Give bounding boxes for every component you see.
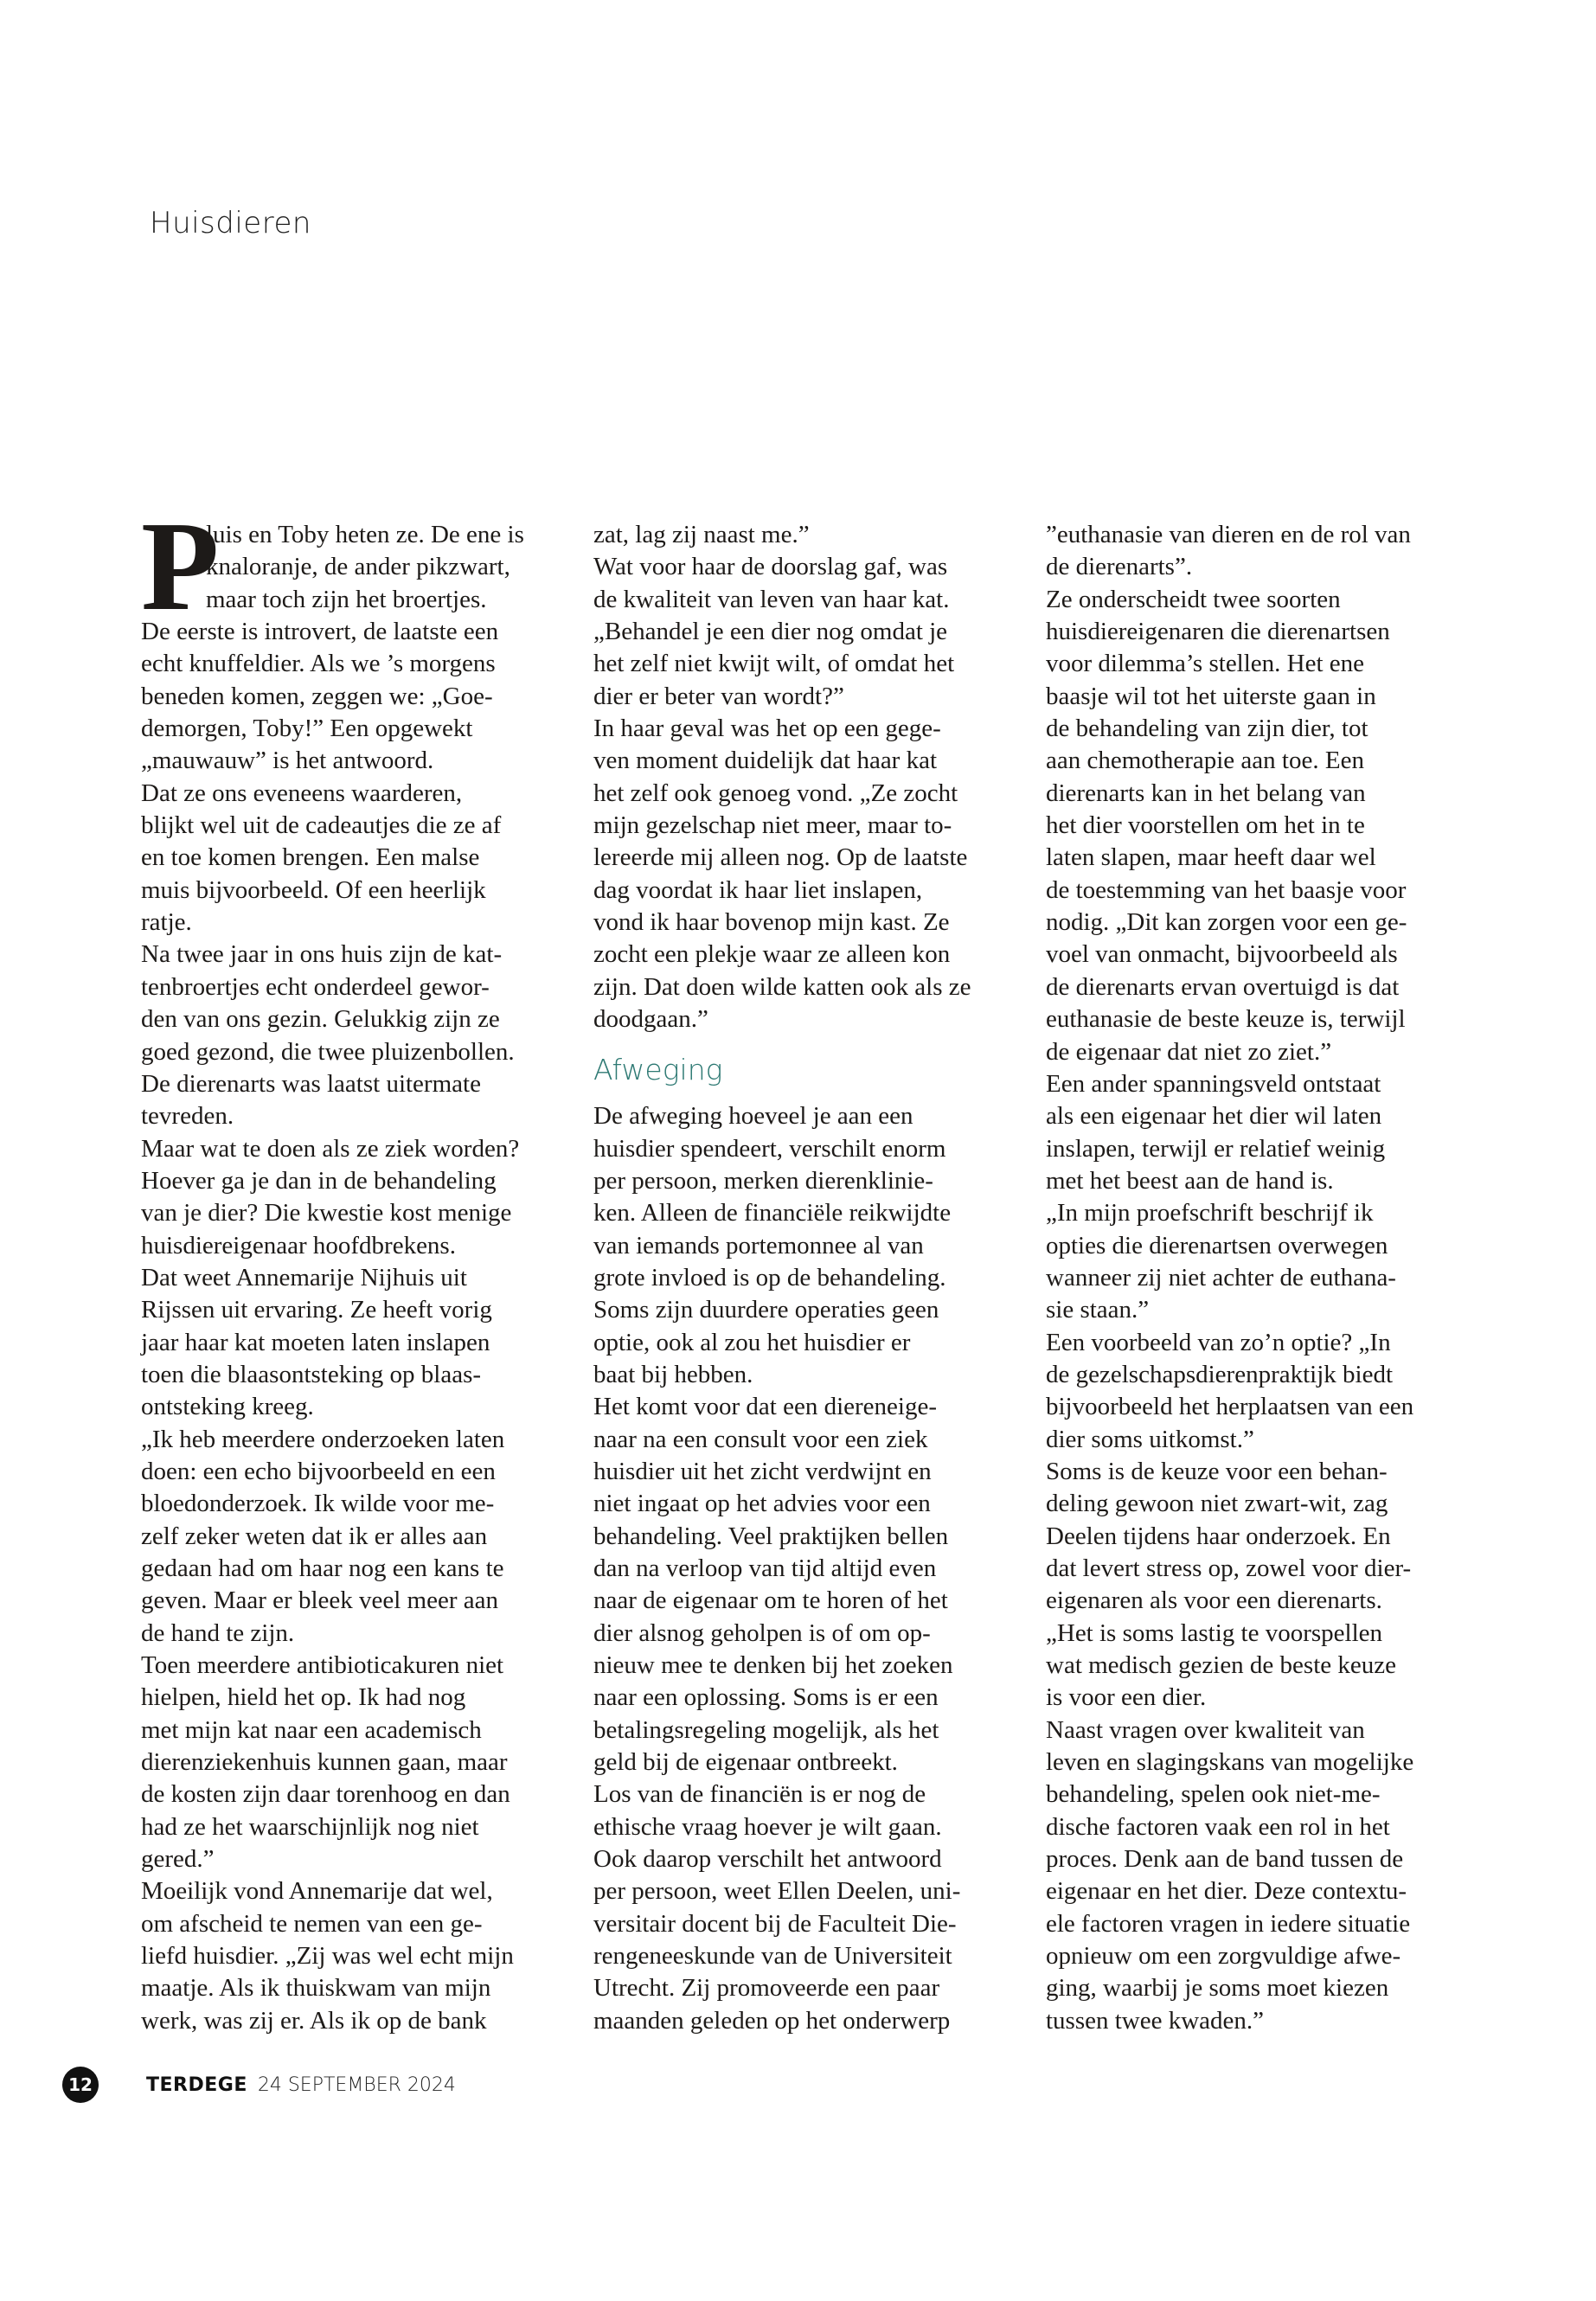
text-line: de kwaliteit van leven van haar kat. [593, 585, 950, 613]
text-line: wanneer zij niet achter de euthana- [1046, 1263, 1396, 1292]
text-line: het zelf niet kwijt wilt, of omdat het [593, 650, 955, 678]
text-line: Na twee jaar in ons huis zijn de kat- [141, 940, 503, 969]
text-line: muis bijvoorbeeld. Of een heerlijk [141, 875, 486, 904]
text-line: beneden komen, zeggen we: „Goe- [141, 682, 493, 710]
text-line: Dat weet Annemarije Nijhuis uit [141, 1263, 467, 1292]
text-line: goed gezond, die twee pluizenbollen. [141, 1037, 515, 1066]
text-line: behandeling, spelen ook niet-me- [1046, 1780, 1381, 1809]
text-line: den van ons gezin. Gelukkig zijn ze [141, 1005, 500, 1034]
article-column-1 [141, 519, 574, 2037]
text-line: de dierenarts ervan overtuigd is dat [1046, 972, 1400, 1001]
text-line: werk, was zij er. Als ik op de bank [141, 2006, 487, 2035]
text-line: eigenaar en het dier. Deze contextu- [1046, 1877, 1407, 1906]
text-line: dat levert stress op, zowel voor dier- [1046, 1554, 1412, 1582]
text-line: euthanasie de beste keuze is, terwijl [1046, 1005, 1406, 1034]
text-line: lereerde mij alleen nog. Op de laatste [593, 843, 968, 872]
text-line: Utrecht. Zij promoveerde een paar [593, 1974, 940, 2003]
text-line: mijn gezelschap niet meer, maar to- [593, 811, 952, 840]
text-line: baat bij hebben. [593, 1360, 753, 1388]
text-line: per persoon, weet Ellen Deelen, uni- [593, 1877, 961, 1906]
text-line: had ze het waarschijnlijk nog niet [141, 1812, 479, 1841]
text-line: „In mijn proefschrift beschrijf ik [1046, 1199, 1374, 1227]
text-line: liefd huisdier. „Zij was wel echt mijn [141, 1942, 514, 1971]
text-line: Naast vragen over kwaliteit van [1046, 1715, 1365, 1744]
text-line: en toe komen brengen. Een malse [141, 843, 480, 872]
text-line: tevreden. [141, 1102, 234, 1131]
text-line: met mijn kat naar een academisch [141, 1715, 482, 1744]
text-line: de hand te zijn. [141, 1618, 295, 1647]
text-line: laten slapen, maar heeft daar wel [1046, 843, 1376, 872]
text-line: de gezelschapsdierenpraktijk biedt [1046, 1360, 1394, 1388]
text-line: Rijssen uit ervaring. Ze heeft vorig [141, 1296, 492, 1324]
text-line: blijkt wel uit de cadeautjes die ze af [141, 811, 502, 840]
text-line: het dier voorstellen om het in te [1046, 811, 1365, 840]
text-line: de kosten zijn daar torenhoog en dan [141, 1780, 510, 1809]
text-line: eigenaren als voor een dierenarts. [1046, 1586, 1382, 1615]
column-2-part-1 [593, 519, 1026, 1036]
text-line: tussen twee kwaden.” [1046, 2006, 1265, 2035]
text-line: hielpen, hield het op. Ik had nog [141, 1683, 466, 1712]
text-line: In haar geval was het op een gege- [593, 715, 941, 743]
text-line: „mauwauw” is het antwoord. [141, 747, 434, 775]
subheading-afweging: Afweging [593, 1052, 723, 1086]
text-line: geven. Maar er bleek veel meer aan [141, 1586, 499, 1615]
text-line: betalingsregeling mogelijk, als het [593, 1715, 939, 1744]
text-line: rengeneeskunde van de Universiteit [593, 1942, 952, 1971]
text-line: ele factoren vragen in iedere situatie [1046, 1909, 1411, 1938]
text-line: naar een oplossing. Soms is er een [593, 1683, 939, 1712]
text-line: de dierenarts”. [1046, 553, 1193, 581]
text-line: tenbroertjes echt onderdeel gewor- [141, 972, 490, 1001]
text-line: baasje wil tot het uiterste gaan in [1046, 682, 1376, 710]
text-line: opties die dierenartsen overwegen [1046, 1231, 1388, 1259]
text-line: bijvoorbeeld het herplaatsen van een [1046, 1393, 1414, 1421]
text-line: de eigenaar dat niet zo ziet.” [1046, 1037, 1332, 1066]
text-line: dan na verloop van tijd altijd even [593, 1554, 937, 1582]
text-line: gedaan had om haar nog een kans te [141, 1554, 504, 1582]
text-line: Hoever ga je dan in de behandeling [141, 1166, 497, 1195]
text-line: versitair docent bij de Faculteit Die- [593, 1909, 957, 1938]
text-line: voel van onmacht, bijvoorbeeld als [1046, 940, 1398, 969]
text-line: dierenziekenhuis kunnen gaan, maar [141, 1748, 508, 1777]
text-line: huisdiereigenaren die dierenartsen [1046, 618, 1390, 646]
text-line: maar toch zijn het broertjes. [206, 585, 487, 613]
column-2-part-2 [593, 1100, 1026, 2037]
text-line: de behandeling van zijn dier, tot [1046, 715, 1368, 743]
text-line: dag voordat ik haar liet inslapen, [593, 875, 923, 904]
text-line: sie staan.” [1046, 1296, 1150, 1324]
text-line: Deelen tijdens haar onderzoek. En [1046, 1522, 1391, 1550]
text-line: zocht een plekje waar ze alleen kon [593, 940, 951, 969]
text-line: nodig. „Dit kan zorgen voor een ge- [1046, 908, 1407, 937]
text-line: maanden geleden op het onderwerp [593, 2006, 951, 2035]
text-line: naar na een consult voor een ziek [593, 1425, 928, 1453]
text-line: De afweging hoeveel je aan een [593, 1102, 913, 1131]
text-line: deling gewoon niet zwart-wit, zag [1046, 1490, 1388, 1518]
text-line: ratje. [141, 908, 192, 937]
text-line: als een eigenaar het dier wil laten [1046, 1102, 1382, 1131]
text-line: De eerste is introvert, de laatste een [141, 618, 499, 646]
text-line: nieuw mee te denken bij het zoeken [593, 1651, 953, 1680]
text-line: gered.” [141, 1845, 215, 1874]
text-line: De dierenarts was laatst uitermate [141, 1069, 481, 1098]
text-line: ontsteking kreeg. [141, 1393, 314, 1421]
text-line: zat, lag zij naast me.” [593, 521, 810, 548]
text-line: doodgaan.” [593, 1005, 708, 1034]
section-title: Huisdieren [150, 206, 311, 240]
article-column-3 [1046, 519, 1478, 2037]
text-line: demorgen, Toby!” Een opgewekt [141, 715, 473, 743]
text-line: ”euthanasie van dieren en de rol van [1046, 521, 1411, 548]
text-line: Maar wat te doen als ze ziek worden? [141, 1134, 520, 1163]
text-line: Het komt voor dat een diereneige- [593, 1393, 937, 1421]
text-line: Soms is de keuze voor een behan- [1046, 1457, 1388, 1485]
text-line: ken. Alleen de financiële reikwijdte [593, 1199, 952, 1227]
article-column-2 [593, 519, 1026, 2037]
text-line: „Het is soms lastig te voorspellen [1046, 1618, 1383, 1647]
text-line: zelf zeker weten dat ik er alles aan [141, 1522, 488, 1550]
text-line: van iemands portemonnee al van [593, 1231, 924, 1259]
text-line: voor dilemma’s stellen. Het ene [1046, 650, 1365, 678]
text-line: Wat voor haar de doorslag gaf, was [593, 553, 948, 581]
text-line: ethische vraag hoever je wilt gaan. [593, 1812, 942, 1841]
text-line: jaar haar kat moeten laten inslapen [141, 1328, 490, 1356]
text-line: naar de eigenaar om te horen of het [593, 1586, 948, 1615]
text-line: Moeilijk vond Annemarije dat wel, [141, 1877, 493, 1906]
text-line: de toestemming van het baasje voor [1046, 875, 1407, 904]
text-line: van je dier? Die kwestie kost menige [141, 1199, 512, 1227]
text-line: zijn. Dat doen wilde katten ook als ze [593, 972, 971, 1001]
text-line: grote invloed is op de behandeling. [593, 1263, 946, 1292]
text-line: geld bij de eigenaar ontbreekt. [593, 1748, 898, 1777]
text-line: per persoon, merken dierenklinie- [593, 1166, 933, 1195]
text-line: leven en slagingskans van mogelijke [1046, 1748, 1414, 1777]
text-line: proces. Denk aan de band tussen de [1046, 1845, 1404, 1874]
text-line: echt knuffeldier. Als we ’s morgens [141, 650, 496, 678]
text-line: toen die blaasontsteking op blaas- [141, 1360, 482, 1388]
drop-cap: P [141, 496, 220, 638]
text-line: Een ander spanningsveld ontstaat [1046, 1069, 1381, 1098]
text-line: vond ik haar bovenop mijn kast. Ze [593, 908, 950, 937]
text-line: Dat ze ons eveneens waarderen, [141, 779, 463, 807]
text-line: Een voorbeeld van zo’n optie? „In [1046, 1328, 1391, 1356]
text-line: niet ingaat op het advies voor een [593, 1490, 931, 1518]
text-line: Los van de financiën is er nog de [593, 1780, 926, 1809]
text-line: dische factoren vaak een rol in het [1046, 1812, 1390, 1841]
text-line: inslapen, terwijl er relatief weinig [1046, 1134, 1386, 1163]
text-line: huisdier uit het zicht verdwijnt en [593, 1457, 932, 1485]
text-line: ven moment duidelijk dat haar kat [593, 747, 938, 775]
text-line: „Ik heb meerdere onderzoeken laten [141, 1425, 505, 1453]
text-line: knaloranje, de ander pikzwart, [206, 553, 510, 581]
text-line: aan chemotherapie aan toe. Een [1046, 747, 1364, 775]
text-line: dier er beter van wordt?” [593, 682, 844, 710]
text-line: ging, waarbij je soms moet kiezen [1046, 1974, 1389, 2003]
text-line: optie, ook al zou het huisdier er [593, 1328, 911, 1356]
text-line: doen: een echo bijvoorbeeld en een [141, 1457, 496, 1485]
text-line: Toen meerdere antibioticakuren niet [141, 1651, 504, 1680]
text-line: Soms zijn duurdere operaties geen [593, 1296, 939, 1324]
text-line: huisdier spendeert, verschilt enorm [593, 1134, 946, 1163]
text-line: Ze onderscheidt twee soorten [1046, 585, 1341, 613]
text-line: dierenarts kan in het belang van [1046, 779, 1366, 807]
text-line: om afscheid te nemen van een ge- [141, 1909, 483, 1938]
text-line: dier soms uitkomst.” [1046, 1425, 1254, 1453]
text-line: luis en Toby heten ze. De ene is [206, 521, 524, 548]
text-line: opnieuw om een zorgvuldige afwe- [1046, 1942, 1401, 1971]
text-line: behandeling. Veel praktijken bellen [593, 1522, 949, 1550]
text-line: is voor een dier. [1046, 1683, 1207, 1712]
text-line: huisdiereigenaar hoofdbrekens. [141, 1231, 456, 1259]
text-line: met het beest aan de hand is. [1046, 1166, 1334, 1195]
issue-date: 24 SEPTEMBER 2024 [257, 2073, 456, 2096]
page-footer [62, 2066, 456, 2104]
text-line: dier alsnog geholpen is of om op- [593, 1618, 931, 1647]
text-line: maatje. Als ik thuiskwam van mijn [141, 1974, 491, 2003]
text-line: het zelf ook genoeg vond. „Ze zocht [593, 779, 958, 807]
text-line: wat medisch gezien de beste keuze [1046, 1651, 1397, 1680]
text-line: bloedonderzoek. Ik wilde voor me- [141, 1490, 495, 1518]
page-number: 12 [62, 2067, 99, 2103]
text-line: „Behandel je een dier nog omdat je [593, 618, 948, 646]
text-line: Ook daarop verschilt het antwoord [593, 1845, 942, 1874]
publication-name: TERDEGE [146, 2073, 247, 2096]
